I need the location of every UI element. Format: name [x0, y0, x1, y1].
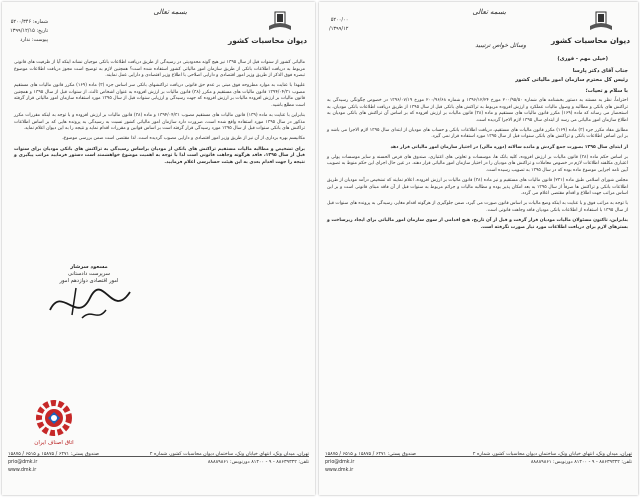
addressee-name: جناب آقای دکتر پارسا — [572, 68, 628, 74]
number-label: شماره — [34, 19, 49, 25]
highlight-paragraph: از ابتدای سال ۱۳۹۵ بصورت جمع گردش و مانده سالانه (دوره مالی) در اختیار سازمان امور مالیاتی قرار دهد — [390, 144, 628, 150]
body-paragraph: مکانیسم بهره برداری از آن نیز از طریق وزیر امور اقتصادی و دارایی مصوب گردیده است. لذا مقتضی است ضمن بررسی موضوع، — [62, 136, 305, 142]
letter-body — [327, 98, 628, 428]
body-paragraph: بر اساس حکم ماده (۳۸) قانون مالیات بر ارزش افزوده، کلیه بانک ها، موسسات و تعاونی های اعتباری، صندوق های قرض الحسنه و سایر موسسات پولی و اعتباری مکلفند اطلاعات لازم در خصوص معاملات و تراکنش های مودیان را در اختیار سازمان امور مالیاتی قرار دهند. در عین حال اجرای این حکم منوط به تصویب آیین نامه اجرایی موضوع ماده بوده که در سال ۱۳۹۵ به تصویب رسیده است. — [327, 154, 628, 173]
date-value: ۱۳۹۹/۱۲/۱۵ — [10, 28, 35, 34]
footer-address: تهران، میدان ونک، انتهای خیابان ونک، ساختمان دیوان محاسبات کشور، شماره ۲ — [472, 452, 632, 457]
letter-meta — [329, 16, 349, 34]
org-name: دیوان محاسبات کشور — [550, 36, 630, 45]
bismillah-heading: بسمه تعالی — [153, 8, 187, 16]
letter-page-1 — [319, 2, 638, 495]
letter-footer — [325, 451, 632, 475]
body-paragraph: مجلس شورای اسلامی طبق ماده (۲۳۱) قانون مالیات های مستقیم و نیز ماده (۳۸) قانون مالیات بر ارزش افزوده، اعلام نمایند که تشخیص درآمد مودیان از طریق اطلاعات بانکی و تراکنش ها صرفاً از سال ۱۳۹۵ به بعد امکان پذیر بوده و مطالبه مالیات و جرائم مربوط به سنوات قبل از آن فاقد مبنای قانونی است و بر این اساس مراتب جهت اطلاع و اقدام مقتضی اعلام می گردد. — [327, 177, 628, 197]
body-paragraph: بنابراین با عنایت به ماده (۱۳۹) قانون مالیات های مستقیم مصوب ۱۳۹۴/۰۴/۳۱ و ماده (۳۸) قانون مالیات بر ارزش افزوده و با توجه به اینکه مقررات مکرر مذکور در سال ۱۳۹۵ مورد استفاده واقع شده است، ضرورت دارد سازمان امور مالیاتی کشور نسبت به رسیدگی به پرونده هایی که بر اساس اطلاعات تراکنش های بانکی سنوات قبل از سال ۱۳۹۵ مورد رسیدگی قرار گرفته است بر اساس قوانین و مقررات اقدام نماید و نتیجه را به این دیوان اعلام نماید. — [14, 113, 305, 132]
urgency-label: (خیلی مهم - فوری) — [557, 56, 608, 62]
number-value: ۵۲۰۰/۳۴۶ — [10, 19, 32, 25]
org-name: دیوان محاسبات کشور — [227, 36, 307, 45]
number-value: ۵۲۰۰/۰۰ — [330, 17, 349, 23]
footer-phone: تلفن: ۸۸۶۳۹۳۴۲ - ۹ - ۸۱۴۰۰ دورنویس: ۸۸۸۸۹۸۶۱ — [207, 460, 309, 465]
date-value: ۱۳۹۹/۱۲/ — [329, 26, 349, 32]
footer-email: prio@dmk.ir — [8, 460, 38, 465]
signer-title: امور اقتصادی دوازدهم امور — [59, 278, 119, 284]
letter-page-2 — [2, 2, 315, 495]
footer-phone: تلفن: ۸۸۶۳۹۳۴۲ - ۹ - ۸۱۴۰۰ دورنویس: ۸۸۸۸۹۸۶۱ — [530, 460, 632, 465]
chamber-of-guilds-logo — [24, 398, 84, 446]
gear-logo-icon — [32, 398, 76, 438]
greeting: با سلام و تحیات؛ — [585, 88, 628, 94]
priority-note: وسائل خواص ترتیبید — [475, 42, 526, 49]
closing-paragraph: بنابراین، تاکنون مسئولان مالیات مودیان قرار گرفت و قبل از آن تاریخ، هیچ اقدامی از سوی سازمان امور مالیاتی برای ایجاد زیرساخت و بسترهای لازم برای دریافت اطلاعات مورد نیاز صورت نگرفته است. — [327, 217, 628, 230]
date-label: تاریخ — [38, 28, 49, 34]
addressee-title: رئیس کل محترم سازمان امور مالیاتی کشور — [515, 77, 628, 83]
footer-website: www.dmk.ir — [325, 468, 354, 473]
letter-meta: شماره: ۵۲۰۰/۳۴۶ تاریخ: ۱۳۹۹/۱۲/۱۵ پیوست: ندارد — [10, 19, 49, 43]
signer-name: مسعود سرشار — [70, 264, 108, 270]
signer-title: سرپرست دادستانی — [68, 271, 110, 277]
audit-court-emblem-icon — [265, 10, 295, 34]
handwritten-signature-icon — [42, 280, 142, 330]
footer-pobox: صندوق پستی: ۶۴۷۱ / ۱۵۸۷۵ و ۶۵۱۵ / ۱۵۸۷۵ — [325, 452, 416, 457]
bismillah-heading: بسمه تعالی — [472, 8, 506, 16]
footer-email: prio@dmk.ir — [325, 460, 355, 465]
body-paragraph: احتراماً، نظر به مستند به دستور بخشنامه های شماره ۲۰۰/۹۵/۵۰ مورخ ۱۳۹۶/۱۲/۲۴ و شماره ۲۰۰/۹۶/۶۸ مورخ ۱۳۹۶/۰۷/۱۹ در خصوص چگونگی رسیدگی به تراکنش های بانکی و مطالبه و وصول مالیات عملکرد و ارزش افزوده مربوط به تراکنش های بانکی قبل از سال ۱۳۹۵ از طریق دریافت اطلاعات بانکی مودیان، به استحضار می رساند که ماده (۱۶۹) مکرر قانون مالیات های مستقیم و ماده (۳۸) قانون مالیات بر ارزش افزوده که بر اساس آن تراکنش های بانکی مودیان به اطلاع سازمان امور مالیاتی می رسد از ابتدای سال ۱۳۹۵ لازم الاجرا گردیده است. — [327, 98, 628, 123]
attachment-label: پیوست — [33, 37, 49, 43]
footer-address: تهران، میدان ونک، انتهای خیابان ونک، ساختمان دیوان محاسبات کشور، شماره ۲ — [149, 452, 309, 457]
highlight-paragraph: برای تشخیص و مطالبه مالیات مستقیم تراکنش های بانکی از مودیان براساس رسیدگی به تراکنش های بانکی مودیان برای سنوات قبل از سال ۱۳۹۵، فاقد هرگونه وجاهت قانونی است لذا با توجه به اهمیت موضوع خواهشمند است دستور فرمایید مراتب پیگیری و نتیجه را جهت اقدام بعدی به این هیئت حسابرسی اعلام فرمایید. — [14, 146, 306, 165]
footer-pobox: صندوق پستی: ۶۴۷۱ / ۱۵۸۷۵ و ۶۵۱۵ / ۱۵۸۷۵ — [8, 452, 99, 457]
footer-website: www.dmk.ir — [8, 468, 37, 473]
body-paragraph: علیهذا با عنایت به موارد مطروحه فوق مبنی بر عدم حق قانونی دریافت تراکنشهای بانکی سر اساس جزء (۳) ماده (۱۶۹) مکرر قانون مالیات های مستقیم مصوب ۱۳۹۴/۰۴/۳۱ قانون مالیات های مستقیم و مکرر (۳۸) قانون مالیات بر ارزش افزوده به عنوان اشخاص ثالث، از سنوات قبل از سال ۱۳۹۵ و همچنین قانون مالیات بر ارزش افزوده مالیات بر ارزش افزوده که جهت رسیدگی و ارزیابی سنوات قبل از سال ۱۳۹۵ مورد استفاده سازمان امور مالیاتی قرار گرفته است مطلع باشید. — [14, 83, 306, 109]
audit-court-emblem-icon — [586, 10, 616, 34]
body-paragraph: با توجه به مراتب فوق و با عنایت به اینکه وضع مالیات بر اساس قانون صورت می گیرد، ضمن جلوگیری از هرگونه اقدام مغایر، رسیدگی به پرونده های سنوات قبل از سال ۱۳۹۵ با استفاده از اطلاعات بانکی مودیان فاقد وجاهت قانونی است. — [327, 201, 628, 213]
logo-caption: اتاق اصناف ایران — [34, 440, 74, 446]
letter-footer — [8, 451, 309, 475]
attachment-value: ندارد — [20, 37, 31, 43]
body-paragraph: مالیاتی کشور از سنوات قبل از سال ۱۳۹۵ نیز هیچ گونه محدودیتی در رسیدگی از طریق دریافت اطلاعات بانکی موجبان نشانه اینکه آیا از ظرفیت های قانونی مربوط به دریافت اطلاعات بانکی از طریق سازمان امور مالیاتی کشور استفاده شده است؟ همچنین لازم به توضیح است مجوز دریافت اطلاعات موضوع تبصره فوق الذکر از طریق وزیر امور اقتصادی و دارایی اصلاحی با اطلاع وزیر اقتصادی و دارایی عمل نمایند. — [14, 60, 306, 79]
body-paragraph: مطابق مفاد مکرر جزء (۳) ماده (۱۶۹) مکرر قانون مالیات های مستقیم، دریافت اطلاعات بانکی و حساب های مودیان از ابتدای سال ۱۳۹۵ لازم الاجرا می باشد و بر این اساس اطلاعات بانکی و تراکنش های بانکی سنوات قبل از سال ۱۳۹۵ مورد استفاده قرار نمی گیرد. — [327, 127, 628, 140]
